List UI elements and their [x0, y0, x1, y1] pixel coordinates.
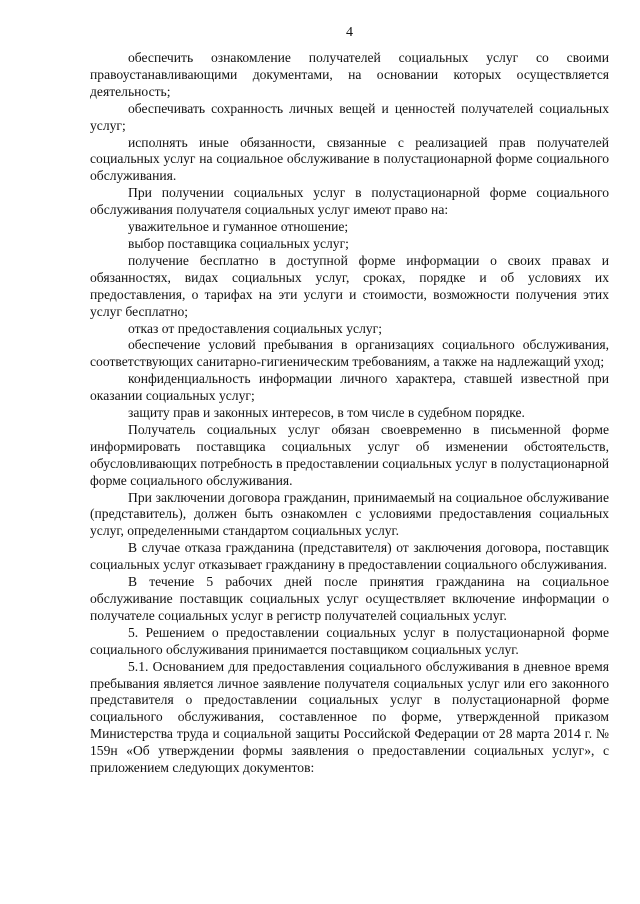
- paragraph: выбор поставщика социальных услуг;: [128, 235, 349, 251]
- paragraph: отказ от предоставления социальных услуг;: [128, 320, 383, 336]
- paragraph: При заключении договора гражданин, принимаемый на социальное обслуживание (представитель), должен быть ознакомлен с условиями предоставления социальных услуг, определенными стандартом социальных услуг.: [90, 489, 609, 539]
- paragraph: обеспечивать сохранность личных вещей и ценностей получателей социальных услуг;: [90, 100, 609, 133]
- paragraph: 5.1. Основанием для предоставления социального обслуживания в дневное время пребывания является личное заявление получателя социальных услуг или его законного представителя о предоставлении социальных услуг в полустационарной форме социального обслуживания, составленное по форме, утвержденной приказом Министерства труда и социальной защиты Российской Федерации от 28 марта 2014 г. № 159н «Об утверждении формы заявления о предоставлении социальных услуг», с приложением следующих документов:: [90, 658, 609, 776]
- page-number: 4: [346, 25, 353, 40]
- document-page: [90, 24, 609, 777]
- paragraph: исполнять иные обязанности, связанные с реализацией прав получателей социальных услуг на социальное обслуживание в полустационарной форме социального обслуживания.: [90, 134, 609, 184]
- paragraph: Получатель социальных услуг обязан своевременно в письменной форме информировать поставщика социальных услуг об изменении обстоятельств, обусловливающих потребность в предоставлении социальных услуг в полустационарной форме социального обслуживания.: [90, 421, 610, 488]
- paragraph: В течение 5 рабочих дней после принятия гражданина на социальное обслуживание поставщик социальных услуг осуществляет включение информации о получателе социальных услуг в регистр получателей социальных услуг.: [90, 574, 609, 623]
- document-body: [90, 50, 609, 777]
- paragraph: 5. Решением о предоставлении социальных услуг в полустационарной форме социального обслуживания принимается поставщиком социальных услуг.: [90, 624, 609, 657]
- paragraph: При получении социальных услуг в полустационарной форме социального обслуживания получателя социальных услуг имеют право на:: [90, 185, 609, 218]
- paragraph: конфиденциальность информации личного характера, ставшей известной при оказании социальных услуг;: [90, 371, 609, 404]
- paragraph: получение бесплатно в доступной форме информации о своих правах и обязанностях, видах социальных услуг, сроках, порядке и об условиях их предоставления, о тарифах на эти услуги и стоимости, возможности получения этих услуг бесплатно;: [90, 252, 609, 319]
- paragraph: защиту прав и законных интересов, в том числе в судебном порядке.: [128, 405, 525, 421]
- paragraph: обеспечение условий пребывания в организациях социального обслуживания, соответствующих санитарно-гигиеническим требованиям, а также на надлежащий уход;: [90, 337, 609, 370]
- paragraph: В случае отказа гражданина (представителя) от заключения договора, поставщик социальных услуг отказывает гражданину в предоставлении социального обслуживания.: [90, 540, 609, 573]
- paragraph: уважительное и гуманное отношение;: [128, 219, 349, 235]
- paragraph: обеспечить ознакомление получателей социальных услуг со своими правоустанавливающими документами, на основании которых осуществляется деятельность;: [90, 50, 609, 99]
